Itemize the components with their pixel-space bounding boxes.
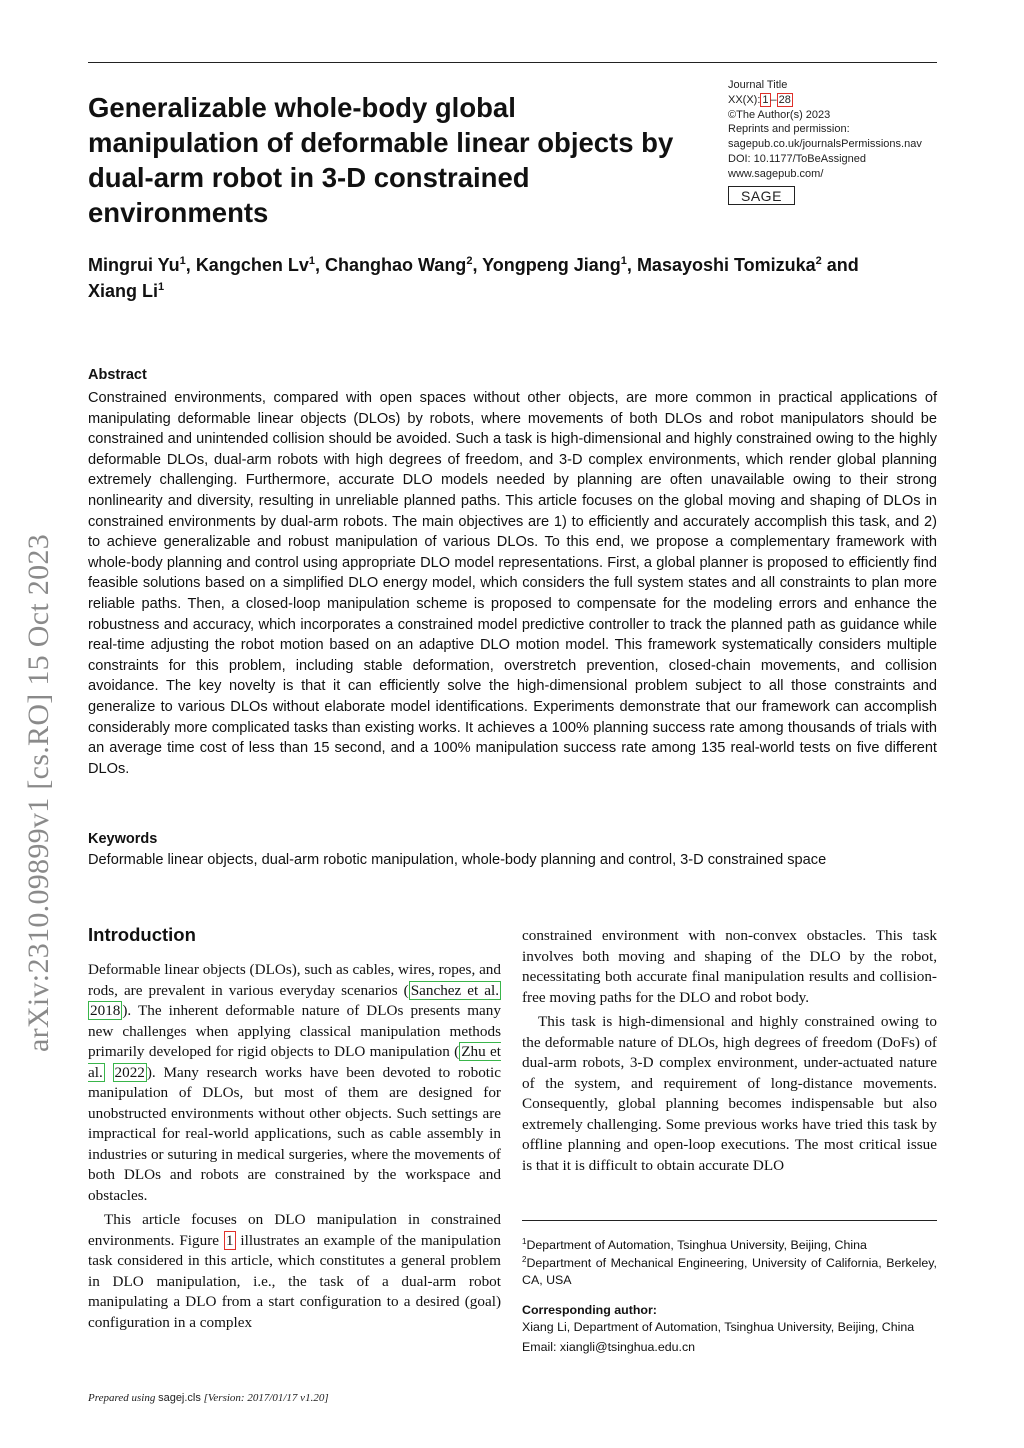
keywords-heading: Keywords [88,831,158,847]
author: Masayoshi Tomizuka$^2$ and [636,255,859,275]
page-end-link[interactable]: 28 [778,93,791,106]
author: Yongpeng Jiang$^1$, [482,255,637,275]
journal-volume: XX(X): 1 – 28 [728,93,791,106]
abstract-text: Constrained environments, compared with open spaces without other objects, are more common in practical applications of manipulating deformable linear objects (DLOs) by robots, where movements of both DLOs and robot manipulators should be constrained and unintended collision should be avoided. Such a task is high-dimensional and highly constrained owing to the highly deformable DLOs, dual-arm robots with high degrees of freedom, and 3-D complex environments, which render global planning extremely challenging. Furthermore, accurate DLO models needed by planning are often unavailable owing to their strong nonlinearity and diversity, resulting in unreliable planned paths. This article focuses on the global moving and shaping of DLOs in constrained environments by dual-arm robots. The main objectives are 1) to efficiently and accurately accomplish this task, and 2) to achieve generalizable and robust manipulation of various DLOs. To this end, we propose a complementary framework with whole-body planning and control using appropriate DLO model representations. First, a global planner is proposed to efficiently find feasible solutions based on a simplified DLO energy model, which considers the full system states and all constraints to plan more reliable paths. Then, a closed-loop manipulation scheme is proposed to compensate for the modeling errors and enhance the robustness and accuracy, which incorporates a constrained model predictive controller to track the planned path as guidance while real-time adjusting the robot motion based on an adaptive DLO motion model. This framework systematically considers multiple constraints for this problem, including stable deformation, overstretch prevention, closed-chain movements, and collision avoidance. The key novelty is that it can efficiently solve the high-dimensional problem subject to all those constraints and generalize to various DLOs without elaborate model identifications. Experiments demonstrate that our framework can accomplish considerably more complicated tasks than existing works. It achieves a 100% planning success rate among thousands of trials with an average time cost of less than 15 second, and a 100% manipulation success rate among 135 real-world tests on five different DLOs. [88,390,937,777]
citation-link[interactable]: Sanchez et al. [410,981,499,999]
paper-title: Generalizable whole-body global manipulation of deformable linear objects by dual-arm robot in 3-D constrained environments [88,92,674,228]
corresponding-author-heading: Corresponding author: [522,1302,657,1317]
author: Mingrui Yu$^1$, [88,255,196,275]
affiliation-2: $^2$Department of Mechanical Engineering, University of California, Berkeley, CA, USA [522,1254,937,1287]
sage-logo: SAGE [728,186,795,205]
prepared-using-footer: Prepared using sagej.cls [Version: 2017/01/17 v1.20] [88,1392,329,1404]
affiliation-1: $^1$Department of Automation, Tsinghua University, Beijing, China [522,1237,867,1252]
intro-paragraph-1: Deformable linear objects (DLOs), such as cables, wires, ropes, and rods, are prevalent in various everyday scenarios ( Sanchez et al. 2018 ). The inherent deformable nature of DLOs presents many new challenges when applying classical manipulation methods primarily developed for rigid objects to DLO manipulation ( Zhu et al. 2022 ). Many research works have been devoted to robotic manipulation of DLOs, but most of them are designed for unobstructed environments without other objects. Such settings are impractical for real-world applications, such as cable assembly in industries or suturing in medical surgeries, where the movements of both DLOs and robots are constrained by the workspace and obstacles. [88,961,501,1204]
intro-paragraph-2: This article focuses on DLO manipulation in constrained environments. Figure 1 illustrates an example of the manipulation task considered in this article, which constitutes a general problem in DLO manipulation, i.e., the task of a dual-arm robot manipulating a DLO from a start configuration to a desired (goal) configuration in a complex [88,1211,501,1331]
reprints-label: Reprints and permission: [728,123,850,136]
author: Changhao Wang$^2$, [324,255,483,275]
intro-left-column [88,960,501,1333]
citation-year-link[interactable]: 2018 [90,1002,121,1019]
intro-paragraph-4: This task is high-dimensional and highly constrained owing to the deformable nature of DLOs, high degrees of freedom (DoFs) of dual-arm robots, 3-D complex environment, under-actuated nature of the system, and requirement of long-distance movements. Consequently, global planning becomes indispensable but also extremely challenging. Some previous works have tried this task by offline planning and open-loop executions. The most critical issue is that it is difficult to obtain accurate DLO [522,1013,937,1174]
journal-title: Journal Title [728,79,788,91]
citation-link[interactable]: Zhu et al. [88,1043,501,1081]
doi: DOI: 10.1177/ToBeAssigned [728,152,866,165]
author: Xiang Li$^1$ [88,281,165,301]
publisher-website: www.sagepub.com/ [728,167,824,180]
corresponding-author-text: Xiang Li, Department of Automation, Tsinghua University, Beijing, China [522,1320,915,1334]
keywords-text: Deformable linear objects, dual-arm robotic manipulation, whole-body planning and control, 3-D constrained space [88,852,827,868]
header-rule [88,62,937,63]
reprints-url: sagepub.co.uk/journalsPermissions.nav [728,138,922,151]
introduction-heading: Introduction [88,924,196,945]
author: Kangchen Lv$^1$, [195,255,325,275]
intro-right-column [522,926,937,1176]
footnote-rule [522,1220,937,1221]
footnotes [522,1237,937,1356]
citation-year-link[interactable]: 2022 [114,1063,145,1081]
corresponding-email: Email: xiangli@tsinghua.edu.cn [522,1339,696,1354]
journal-meta [728,78,943,205]
copyright: ©The Author(s) 2023 [728,108,831,121]
abstract-heading: Abstract [88,367,147,383]
figure-ref-link[interactable]: 1 [225,1231,234,1249]
page-start-link[interactable]: 1 [762,93,769,106]
intro-paragraph-3: constrained environment with non-convex obstacles. This task involves both moving and shaping of the DLO by the robot, necessitating both accurate final manipulation results and collision-free moving paths for the DLO and robot body. [522,927,937,1006]
author-list [88,252,948,304]
arxiv-stamp: arXiv:2310.09899v1 [cs.RO] 15 Oct 2023 [22,533,55,1052]
